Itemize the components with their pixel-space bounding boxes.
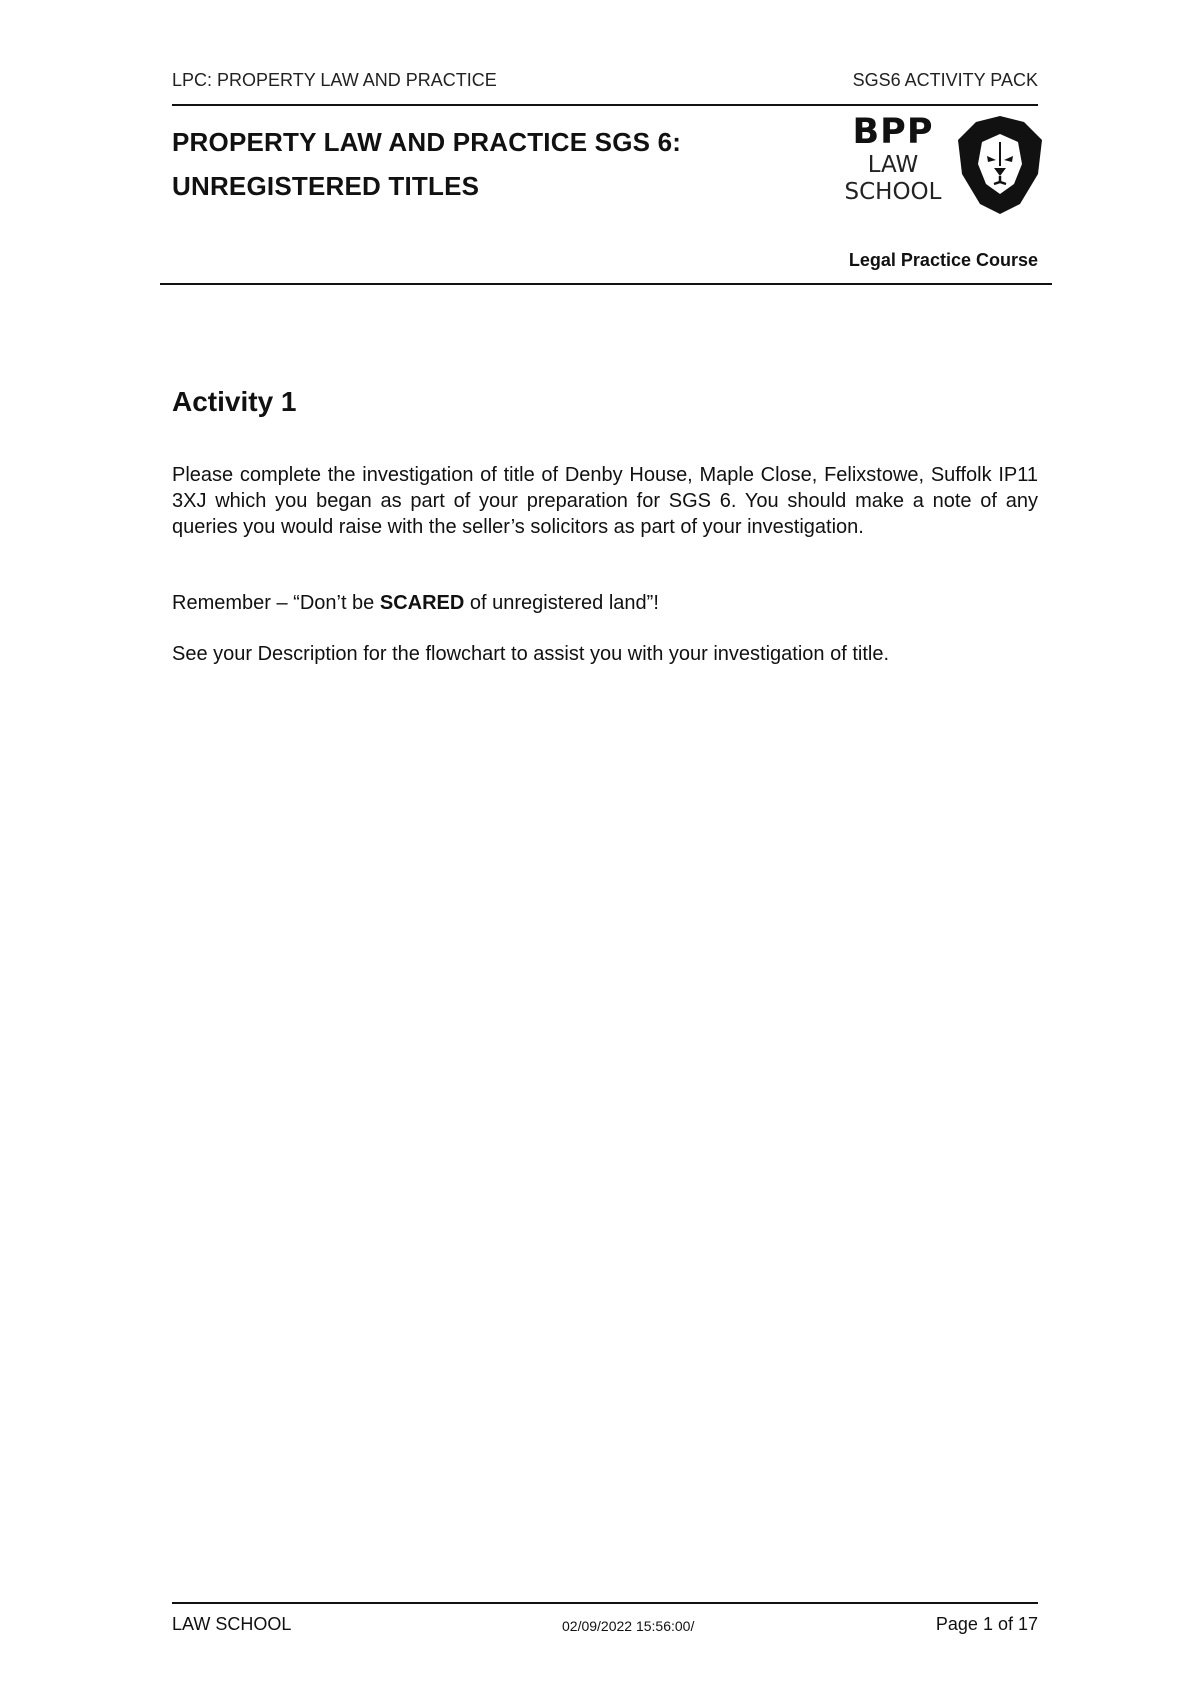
page-number: Page 1 of 17 — [935, 1614, 1038, 1634]
footer-rule — [172, 1602, 1038, 1604]
lion-icon — [954, 114, 1046, 216]
remember-text-end: of unregistered land”! — [464, 592, 659, 614]
logo-school: SCHOOL — [844, 179, 942, 205]
remember-text-start: Remember – “Don’t be — [172, 592, 380, 614]
logo-bpp: BPP — [852, 112, 934, 152]
document-title — [172, 120, 812, 208]
page-footer — [172, 1614, 1038, 1640]
header-pack-title: SGS6 ACTIVITY PACK — [852, 70, 1038, 90]
remember-emphasis: SCARED — [379, 592, 465, 614]
bpp-law-school-logo — [838, 112, 1048, 218]
logo-text — [838, 112, 948, 206]
title-line-2: UNREGISTERED TITLES — [172, 171, 480, 201]
footer-timestamp: 02/09/2022 15:56:00/ — [562, 1618, 695, 1634]
activity-instructions: Please complete the investigation of title of Denby House, Maple Close, Felixstowe, Suffolk IP11 3XJ which you began as part of your preparation for SGS 6. You should make a note of any queries you would raise with the seller’s solicitors as part of your investigation. — [172, 464, 1038, 538]
title-line-1: PROPERTY LAW AND PRACTICE SGS 6: — [172, 127, 682, 157]
logo-law: LAW — [867, 152, 919, 178]
header-bottom-rule — [160, 283, 1052, 285]
running-header — [172, 70, 1038, 94]
activity-heading: Activity 1 — [172, 386, 297, 417]
header-rule — [172, 104, 1038, 106]
course-label: Legal Practice Course — [848, 250, 1038, 270]
footer-school: LAW SCHOOL — [172, 1614, 292, 1634]
remember-note — [172, 590, 1038, 616]
flowchart-note: See your Description for the flowchart to assist you with your investigation of title. — [172, 643, 890, 665]
header-course-title: LPC: PROPERTY LAW AND PRACTICE — [172, 70, 497, 90]
